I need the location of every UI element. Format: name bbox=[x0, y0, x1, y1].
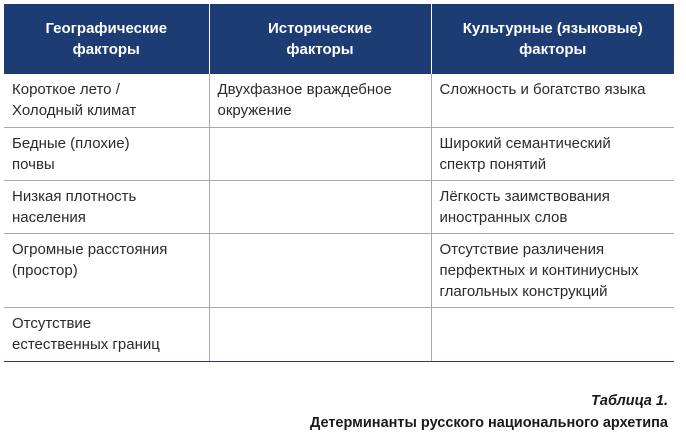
table-cell: Двухфазное враждебное окружение bbox=[209, 74, 431, 128]
table-cell: Лёгкость заимствования иностранных слов bbox=[431, 181, 674, 234]
table-cell bbox=[209, 128, 431, 181]
table-cell: Бедные (плохие) почвы bbox=[4, 128, 209, 181]
table-caption bbox=[310, 390, 668, 434]
header-geographic-factors: Географические факторы bbox=[4, 4, 209, 74]
table-row bbox=[4, 181, 674, 234]
caption-number: Таблица 1. bbox=[591, 393, 668, 409]
table-cell bbox=[209, 234, 431, 308]
table-cell: Низкая плотность населения bbox=[4, 181, 209, 234]
header-cultural-factors: Культурные (языковые) факторы bbox=[431, 4, 674, 74]
table-row bbox=[4, 128, 674, 181]
table-row bbox=[4, 308, 674, 362]
table-header bbox=[4, 4, 674, 74]
caption-title: Детерминанты русского национального архетипа bbox=[309, 415, 668, 431]
table-cell: Огромные расстояния (простор) bbox=[4, 234, 209, 308]
table-row bbox=[4, 234, 674, 308]
table-cell bbox=[209, 181, 431, 234]
table-cell: Сложность и богатство языка bbox=[431, 74, 674, 128]
header-row bbox=[4, 4, 674, 74]
table-body bbox=[4, 74, 674, 362]
table-cell: Отсутствие различения перфектных и континиусных глагольных конструкций bbox=[431, 234, 674, 308]
table-row bbox=[4, 74, 674, 128]
header-historical-factors: Исторические факторы bbox=[209, 4, 431, 74]
table-cell: Короткое лето / Холодный климат bbox=[4, 74, 209, 128]
table-cell: Отсутствие естественных границ bbox=[4, 308, 209, 362]
table-cell bbox=[209, 308, 431, 362]
determinants-table bbox=[4, 4, 674, 362]
table-cell bbox=[431, 308, 674, 362]
table-cell: Широкий семантический спектр понятий bbox=[431, 128, 674, 181]
